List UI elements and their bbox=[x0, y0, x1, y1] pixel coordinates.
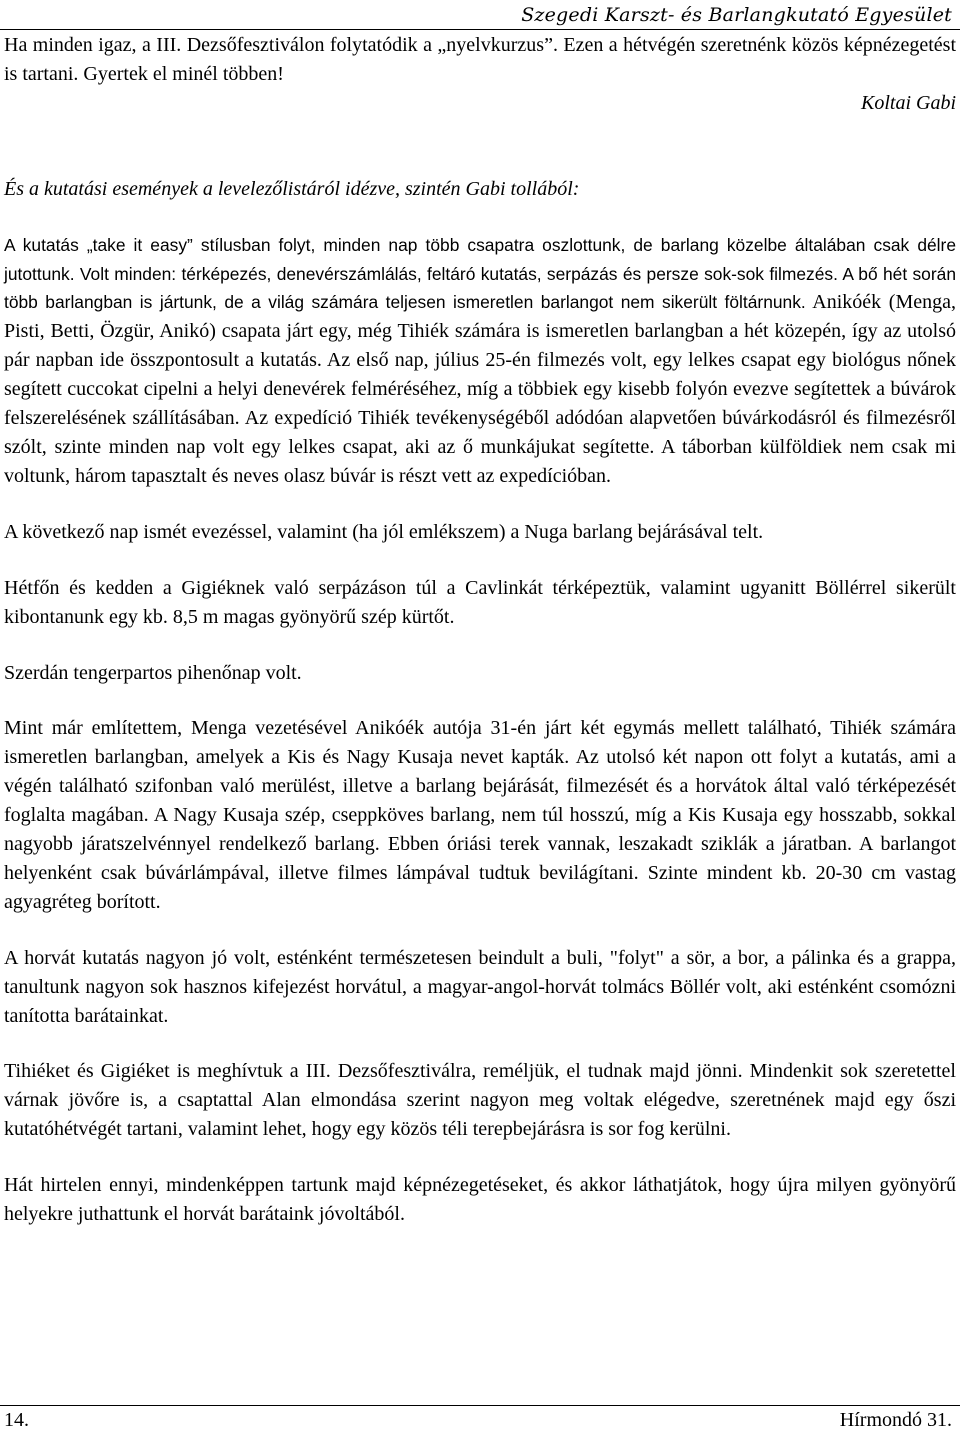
article-body bbox=[4, 31, 956, 1229]
paragraph-7: Tihiéket és Gigiéket is meghívtuk a III. Dezsőfesztiválra, reméljük, el tudnak majd jönni. Mindenkit sok szeretettel várnak jövőre is, a csaptattal Alan elmondása szerint nagyon meg voltak elégedve, szeretnének majd egy őszi kutatóhétvégét tartani, valamint lehet, hogy egy közös téli terepbejárásra is sor fog kerülni. bbox=[4, 1060, 956, 1141]
header-rule bbox=[0, 29, 960, 30]
paragraph-2: A következő nap ismét evezéssel, valamint (ha jól emlékszem) a Nuga barlang bejárásával telt. bbox=[4, 520, 764, 543]
paragraph-4: Szerdán tengerpartos pihenőnap volt. bbox=[4, 661, 302, 684]
footer-rule bbox=[0, 1405, 960, 1406]
paragraph-6: A horvát kutatás nagyon jó volt, esténként természetesen beindult a buli, "folyt" a sör, a bor, a pálinka és a grappa, tanultunk nagyon sok hasznos kifejezést horvátul, a magyar-angol-horvát tolmács Böllér volt, aki esténként csomózni tanította barátainkat. bbox=[4, 946, 956, 1027]
paragraph-1-serif: Anikóék (Menga, Pisti, Betti, Özgür, Anikó) csapata járt egy, még Tihiék számára is ismeretlen barlangban a hét közepén, így az utolsó pár napban ide összpontosult a kutatás. Az első nap, július 25-én filmezés volt, egy lelkes csapat egy biológus nőnek segített cuccokat cipelni a helyi denevérek felméréséhez, míg a többiek egy kisebb folyón evezve segítettek a búvárok felszerelésének szállításában. Az expedíció Tihiék tevékenységéből adódóan alapvetően búvárkodásról és filmezésről szólt, szinte minden nap volt egy lelkes csapat, aki az ő munkájukat segítette. A táborban külföldiek nem csak mi voltunk, három tapasztalt és neves olasz búvár is részt vett az expedícióban. bbox=[4, 291, 956, 487]
subheading: És a kutatási események a levelezőlistáról idézve, szintén Gabi tollából: bbox=[4, 177, 580, 200]
publication-name: Hírmondó 31. bbox=[839, 1409, 952, 1431]
paragraph-3: Hétfőn és kedden a Gigiéknek való serpázáson túl a Cavlinkát térképeztük, valamint ugyanitt Böllérrel sikerült kibontanunk egy kb. 8,5 m magas gyönyörű szép kürtőt. bbox=[4, 576, 956, 628]
paragraph-5: Mint már említettem, Menga vezetésével Anikóék autója 31-én járt két egymás mellett található, Tihiék számára ismeretlen barlangban, amelyek a Kis és Nagy Kusaja nevet kapták. Az utolsó két napon ott folyt a kutatás, ami a végén található szifonban való merülést, illetve a barlang bejárását, filmezését és a horvátok által való térképezését foglalta magában. A Nagy Kusaja szép, cseppköves barlang, nem túl hosszú, míg a Kis Kusaja egy hosszabb, sokkal nagyobb járatszelvénnyel rendelkező barlang. Ebben óriási terek vannak, leszakadt sziklák a járatban. A barlangot helyenként csak búvárlámpával, illetve filmes lámpával tudtuk bevilágítani. Szinte mindent kb. 20-30 cm vastag agyagréteg borított. bbox=[4, 717, 956, 913]
paragraph-8: Hát hirtelen ennyi, mindenképpen tartunk majd képnézegetéseket, és akkor láthatjátok, hogy újra milyen gyönyörű helyekre juthattunk el horvát barátaink jóvoltából. bbox=[4, 1174, 956, 1226]
page-number: 14. bbox=[4, 1409, 29, 1431]
page-header-title: Szegedi Karszt- és Barlangkutató Egyesület bbox=[521, 4, 952, 26]
paragraph-1-sans: A kutatás „take it easy” stílusban folyt, minden nap több csapatra oszlottunk, de barlang közelbe általában csak délre jutottunk. Volt minden: térképezés, denevérszámlálás, feltáró kutatás, serpázás és persze sok-sok filmezés. A bő hét során több barlangban is jártunk, de a világ számára teljesen ismeretlen barlangot nem sikerült föltárnunk. bbox=[4, 234, 956, 313]
intro-paragraph: Ha minden igaz, a III. Dezsőfesztiválon folytatódik a „nyelvkurzus”. Ezen a hétvégén szeretnénk közös képnézegetést is tartani. Gyertek el minél többen! bbox=[4, 34, 956, 85]
paragraph-1 bbox=[4, 231, 956, 491]
signature: Koltai Gabi bbox=[860, 91, 956, 114]
